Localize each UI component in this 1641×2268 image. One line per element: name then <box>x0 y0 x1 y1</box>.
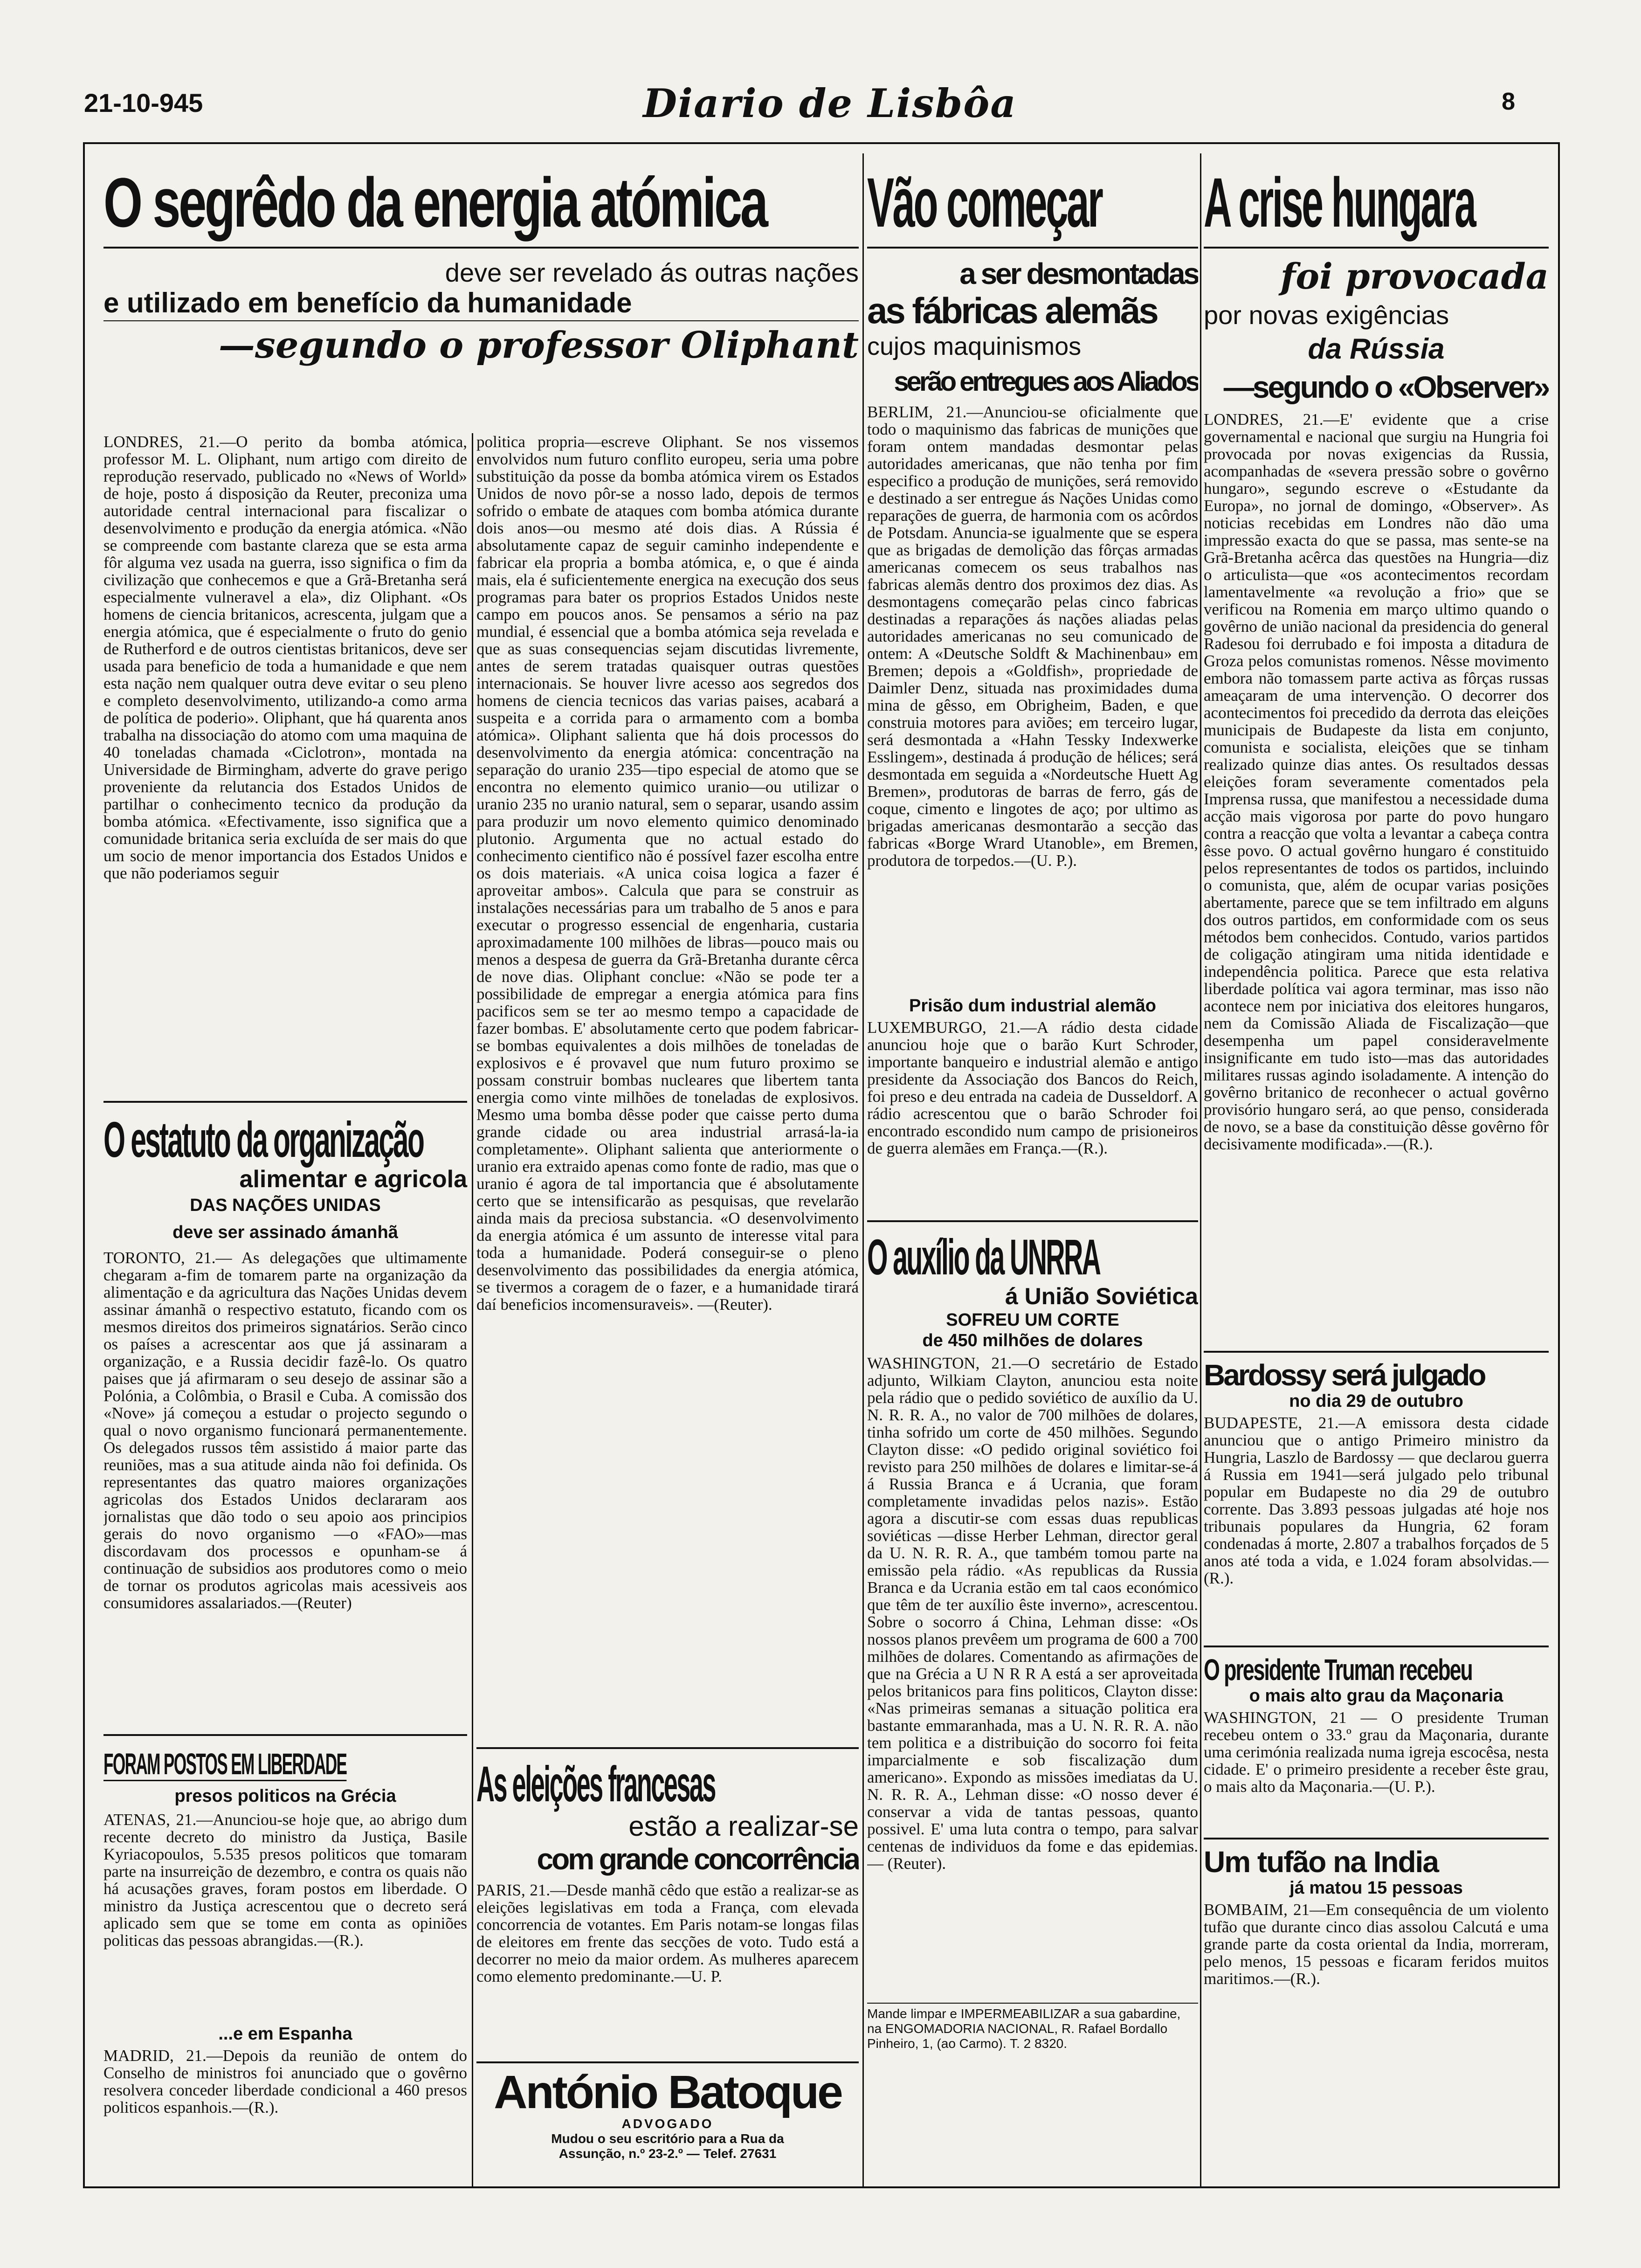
india-text: BOMBAIM, 21—Em consequência de um violento tufão que durante cinco dias assolou Calcutá e uma grande parte da costa oriental da India, morreram, pelo menos, 15 pessoas e ficaram feridos muitos maritimos.—(R.). <box>1204 1901 1549 1988</box>
germany-sub4: serão entregues aos Aliados <box>894 366 1198 397</box>
unrra-sub1: á União Soviética <box>1005 1283 1198 1309</box>
divider <box>1204 1351 1549 1353</box>
divider <box>476 2061 859 2063</box>
middle-section <box>867 144 1198 2186</box>
fao-text: TORONTO, 21.— As delegações que ultimamente chegaram a-fim de tomarem parte na organização da alimentação e da agricultura das Nações Unidas devem assinar ámanhã o respectivo estatuto, ficando com os mesmos direitos dos primeiros signatários. Serão cinco os países a acrescentar aos que já assinaram a organização, e a Russia decidir fazê-lo. Os quatro paises que já afirmaram o seu desejo de assinar são a Polónia, a Colômbia, o Brasil e Cuba. A comissão dos «Nove» já começou a estudar o projecto segundo o qual o novo organismo funcionará permanentemente. Os delegados russos têm assistido á maior parte das reuniões, mas a sua atitude ainda não foi definida. Os representantes das quatro maiores organizações agricolas dos Estados Unidos declararam aos jornalistas que dão todo o seu apoio aos principios gerais do novo organismo —o «FAO»—mas discordavam dos processos e opunham-se á continuação de subsidios aos produtores como o meio de tornar os produtos agricolas mais acessiveis aos consumidores assalariados.—(Reuter) <box>103 1249 467 1612</box>
divider <box>103 1734 467 1736</box>
issue-date: 21-10-945 <box>84 88 203 118</box>
french-headline: As eleições francesas <box>476 1756 715 1812</box>
hungary-headline: A crise hungara <box>1204 163 1475 242</box>
hungary-sub4: —segundo o «Observer» <box>1223 370 1549 404</box>
truman-text: WASHINGTON, 21 — O presidente Truman recebeu ontem o 33.º grau da Maçonaria, durante uma cerimónia realizada numa igreja escocêsa, nesta cidade. E' o primeiro presidente a receber êste grau, o mais alto da Maçonaria.—(U. P.). <box>1204 1709 1549 1796</box>
batoque-line2: Assunção, n.º 23-2.º — Telef. 27631 <box>558 2146 777 2161</box>
divider <box>1204 1646 1549 1647</box>
atomic-sub3: —segundo o professor Oliphant <box>218 324 859 366</box>
bardossy-sub1: no dia 29 de outubro <box>1289 1391 1463 1411</box>
unrra-text: WASHINGTON, 21.—O secretário de Estado adjunto, Wilkiam Clayton, anunciou esta noite pela rádio que o pedido soviético de auxílio da U. N. R. R. A., no valor de 700 milhões de dolares, tinha sofrido um corte de 450 milhões. Segundo Clayton disse: «O pedido original soviético foi revisto para 250 milhões de dolares e limitar-se-á á Russia Branca e á Ucrania, que foram completamente invadidas pelos nazis». Estão agora a discutir-se com essas duas republicas soviéticas —disse Herber Lehman, director geral da U. N. R. R. A., que também tomou parte na emissão pela rádio. «As republicas da Russia Branca e da Ucrania estão em tal caos económico que têm de ter auxílio êste inverno», acrescentou. Sobre o socorro á China, Lehman disse: «Os nossos planos prevêem um programa de 600 a 700 milhões de dolares. Comentando as afirmações de que na Grécia a U N R R A está a ser aproveitada pelos britanicos para fins politicos, Clayton disse: «Nas primeiras semanas a situação politica era bastante emmaranhada, mas a U. N. R. R. A. não tem politica e a distribuição do socorro foi feita imparcialmente e sob fiscalização dum americano». Expondo as missões imediatas da U. N. R. R. A., Lehman disse: «O nosso dever é conservar a vida de tantas pessoas, quanto possivel. E' uma luta contra o tempo, para salvar centenas de individuos da fome e das epidemias.— (Reuter). <box>867 1355 1198 1873</box>
divider <box>867 2003 1198 2004</box>
batoque-role: ADVOGADO <box>621 2116 714 2131</box>
divider <box>867 247 1198 249</box>
divider <box>103 320 859 321</box>
fao-sub2: DAS NAÇÕES UNIDAS <box>190 1196 381 1215</box>
unrra-sub2: SOFREU UM CORTE <box>946 1310 1119 1330</box>
batoque-ad <box>476 2068 859 2161</box>
germany-sub2: as fábricas alemãs <box>867 290 1157 331</box>
page-number: 8 <box>1502 88 1515 115</box>
hungary-text: LONDRES, 21.—E' evidente que a crise governamental e nacional que surgiu na Hungria foi provocada por novas exigencias da Russia, acompanhadas de «severa pressão sobre o govêrno hungaro», segundo escreve o «Estudante da Europa», no jornal de domingo, «Observer». As noticias recebidas em Londres não dão uma impressão exacta do que se passa, mas sente-se na Grã-Bretanha acêrca das questões na Hungria—diz o articulista—que «os acontecimentos recordam lamentavelmente «a revolução a frio» que se verificou na Romenia em março ultimo quando o govêrno de união nacional da presidencia do general Radesou foi derrubado e foi imposta a ditadura de Groza pelos comunistas romenos. Nêsse movimento embora não tomassem parte activa as fôrças russas ameaçaram de uma intervenção. O decorrer dos acontecimentos foi precedido da derrota das eleições municipais de Budapeste da lista em conjunto, comunista e socialista, eleições que se tinham realizado quinze dias antes. Os resultados dessas eleições foram severamente comentados pela Imprensa russa, que manifestou a necessidade duma acção mais vigorosa por parte do povo hungaro contra a reacção que volta a levantar a cabeça contra êsse povo. O actual govêrno hungaro é constituido pelos representantes de todos os partidos, incluindo o comunista, que, além de ocupar varias posições abertamente, parece que se tem infiltrado em alguns dos outros partidos, em conformidade com os seus métodos bem conhecidos. Contudo, varios partidos de coligação atingiram uma nitida identidade e independência politica. Parece que esta relativa liberdade política vai agora terminar, mas isso não acontece nem por iniciativa dos eleitores hungaros, nem da Comissão Aliada de Fiscalização—que desempenha um papel consideravelmente insignificante em tudo isto—mas das autoridades militares russas agindo isoladamente. A intenção do govêrno britanico de reconhecer o actual govêrno provisório hungaro será, ao que penso, considerada de novo, se a base da constituição dêsse govêrno fôr decisivamente modificada».—(R.). <box>1204 411 1549 1153</box>
left-section <box>103 144 859 2186</box>
column-rule <box>472 433 473 2186</box>
french-text: PARIS, 21.—Desde manhã cêdo que estão a realizar-se as eleições legislativas em toda a França, com elevada concorrencia de votantes. Em Paris notam-se longas filas de eleitores em frente das secções de voto. Tudo está a decorrer no meio da maior ordem. As mulheres aparecem como elemento predominante.—U. P. <box>476 1881 859 1985</box>
divider <box>1204 1838 1549 1839</box>
spain-text: MADRID, 21.—Depois da reunião de ontem do Conselho de ministros foi anunciado que o govêrno resolvera conceder liberdade condicional a 460 presos politicos espanhois.—(R.). <box>103 2047 467 2116</box>
germany-sub3: cujos maquinismos <box>867 332 1082 360</box>
fao-sub1: alimentar e agricola <box>239 1166 467 1193</box>
newspaper-title: Diario de Lisbôa <box>643 80 1017 126</box>
atomic-sub2: e utilizado em benefício da humanidade <box>103 287 632 318</box>
column-rule <box>862 153 864 2186</box>
india-headline: Um tufão na India <box>1204 1845 1438 1879</box>
india-sub1: já matou 15 pessoas <box>1289 1878 1463 1898</box>
french-sub2: com grande concorrência <box>537 1842 859 1876</box>
page-frame <box>83 142 1560 2188</box>
divider <box>103 1101 467 1103</box>
unrra-headline: O auxílio da UNRRA <box>867 1229 1100 1285</box>
column-rule <box>1200 153 1201 2186</box>
schroder-text: LUXEMBURGO, 21.—A rádio desta cidade anunciou hoje que o barão Kurt Schroder, importante banqueiro e industrial alemão e antigo presidente da Associação dos Bancos do Reich, foi preso e deu entrada na cadeia de Dusseldorf. A rádio acrescentou que o barão Schroder foi encontrado escondido num campo de prisioneiros de guerra alemães em França.—(R.). <box>867 1019 1198 1157</box>
divider <box>1204 247 1549 249</box>
germany-text: BERLIM, 21.—Anunciou-se oficialmente que todo o maquinismo das fabricas de munições que foram ontem mandadas desmontar pelas autoridades americanas, que não tenha por fim especifico a produção de munições, será removido e destinado a ser entregue ás Nações Unidas como reparações de guerra, de harmonia com os acôrdos de Potsdam. Anuncia-se igualmente que se espera que as brigadas de demolição das fôrças armadas americanas comecem os seus trabalhos nas fabricas alemãs dentro dos proximos dez dias. As desmontagens começarão pelas cinco fabricas destinadas a reparações ás nações aliadas pelas autoridades americanas no seu comunicado de ontem: A «Deutsche Soldft & Machinenbau» em Bremen; depois a «Goldfish», propriedade de Daimler Denz, situada nas proximidades duma mina de gêsso, em Obrigheim, Baden, e que construia motores para aviões; em terceiro lugar, será desmontada a «Hahn Tessky Indexwerke Esslingem», destinada á produção de hélices; será desmontada em seguida a «Nordeutsche Huett Ag Bremen», produtoras de barras de ferro, gás de coque, cimento e lingotes de aço; por ultimo as brigadas americanas desmontarão a secção das fabricas «Borge Wrard Utanoble», em Bremen, produtora de torpedos.—(U. P.). <box>867 403 1198 870</box>
atomic-text-2: politica propria—escreve Oliphant. Se nos vissemos envolvidos num futuro conflito europeu, seria uma pobre substituição da posse da bomba atómica virem os Estados Unidos de novo pôr-se a nosso lado, depois de termos sofrido o embate de ataques com bomba atómica durante dois anos—ou mesmo até dois dias. A Rússia é absolutamente capaz de seguir caminho independente e fabricar ela propria a bomba atómica, e, o que é ainda mais, ela é suficientemente energica na execução dos seus programas para bater os proprios Estados Unidos neste campo em poucos anos. Se pensamos a sério na paz mundial, é essencial que a bomba atómica seja revelada e que as suas consequencias sejam discutidas livremente, antes de serem tratadas quaisquer outras questões internacionais. Se houver livre acesso aos segredos dos homens de ciencia tecnicos das varias paises, acabará a suspeita e a corrida para o armamento com a bomba atómica». Oliphant salienta que há dois processos do desenvolvimento da energia atómica: concentração na separação do uranio 235—tipo especial de atomo que se encontra no elemento quimico uranio—ou utilizar o uranio 235 no uranio natural, sem o separar, usando assim para produzir um novo elemento quimico denominado plutonio. Argumenta que no actual estado do conhecimento cientifico não é possível fazer escolha entre os dois materiais. «A unica coisa logica a fazer é aproveitar ambos». Calcula que para se construir as instalações necessárias para um trabalho de 5 anos e para executar o progresso essencial de engenharia, custaria aproximadamente 100 milhões de libras—pouco mais ou menos a despesa de guerra da Grã-Bretanha durante cêrca de nove dias. Oliphant conclue: «Não se pode ter a possibilidade de empregar a energia atómica para fins pacificos sem se ter ao mesmo tempo a capacidade de fazer bombas. E' absolutamente certo que podem fabricar-se bombas equivalentes a dois milhões de toneladas de explosivos e é provavel que num futuro proximo se possam construir bombas nucleares que libertem tanta energia como vinte milhões de toneladas de explosivos. Mesmo uma bomba dêsse poder que caisse perto duma grande cidade ou area industrial arrasá-la-ia completamente». Oliphant salienta que anteriormente o uranio era extraido apenas como fonte de radio, mas que o uranio é agora de tal importancia que é absolutamente certo que se intensificarão as pesquisas, que revelarão ainda mais da preciosa substancia. «O desenvolvimento da energia atómica é um assunto de interesse vital para toda a humanidade. Poderá conseguir-se o pleno desenvolvimento das possibilidades da energia atómica, se tivermos a coragem de o fazer, e a humanidade tirará daí beneficios incomensuraveis». —(Reuter). <box>476 433 859 1314</box>
fao-sub3: deve ser assinado ámanhã <box>172 1223 398 1242</box>
engomadoria-ad: Mande limpar e IMPERMEABILIZAR a sua gabardine, na ENGOMADORIA NACIONAL, R. Rafael Bordallo Pinheiro, 1, (ao Carmo). T. 2 8320. <box>867 2006 1181 2051</box>
bardossy-text: BUDAPESTE, 21.—A emissora desta cidade anunciou que o antigo Primeiro ministro da Hungria, Laszlo de Bardossy — que declarou guerra á Russia em 1941—será julgado pelo tribunal popular em Budapeste no dia 29 de outubro corrente. Das 3.893 pessoas julgadas até hoje nos tribunais populares da Hungria, 62 foram condenadas á morte, 2.807 a trabalhos forçados de 5 anos até toda a vida, e 1.024 foram absolvidas.—(R.). <box>1204 1414 1549 1587</box>
batoque-line1: Mudou o seu escritório para a Rua da <box>551 2131 784 2146</box>
divider <box>476 1747 859 1749</box>
greece-headline: FORAM POSTOS EM LIBERDADE <box>103 1747 347 1781</box>
right-section <box>1204 144 1549 2186</box>
unrra-sub3: de 450 milhões de dolares <box>922 1331 1143 1350</box>
divider <box>867 1220 1198 1222</box>
spain-sub: ...e em Espanha <box>218 2024 352 2044</box>
germany-sub1: a ser desmontadas <box>959 257 1198 290</box>
hungary-sub2: por novas exigências <box>1204 300 1449 330</box>
atomic-sub1: deve ser revelado ás outras nações <box>445 258 859 287</box>
hungary-sub1: foi provocada <box>1280 256 1549 297</box>
atomic-col2 <box>476 433 859 2161</box>
fao-headline: O estatuto da organização <box>103 1111 424 1168</box>
truman-headline: O presidente Truman recebeu <box>1204 1653 1472 1687</box>
germany-sub5: Prisão dum industrial alemão <box>909 996 1157 1016</box>
atomic-headline: O segrêdo da energia atómica <box>103 163 766 242</box>
truman-sub1: o mais alto grau da Maçonaria <box>1249 1686 1503 1706</box>
germany-headline: Vão começar <box>867 163 1102 242</box>
greece-sub1: presos politicos na Grécia <box>174 1786 396 1806</box>
divider <box>103 247 859 249</box>
batoque-name: António Batoque <box>494 2066 841 2118</box>
masthead <box>84 80 1571 126</box>
bardossy-headline: Bardossy será julgado <box>1204 1358 1485 1392</box>
french-sub1: estão a realizar-se <box>628 1811 859 1842</box>
atomic-text-1: LONDRES, 21.—O perito da bomba atómica, professor M. L. Oliphant, num artigo com direito de reprodução reservado, publicado no «News of World» de hoje, posto á disposição da Reuter, preconiza uma autoridade central internacional para fiscalizar o desenvolvimento e produção da energia atómica. «Não se compreende com bastante clareza que se esta arma fôr alguma vez usada na guerra, isso significa o fim da civilização que conhecemos e que a Grã-Bretanha será especialmente vulneravel a ela», diz Oliphant. «Os homens de ciencia britanicos, acrescenta, julgam que a energia atómica, que é especialmente o fruto do genio de Rutherford e de outros cientistas britanicos, deve ser usada para beneficio de toda a humanidade e que nem esta nação nem qualquer outra deve evitar o seu pleno e completo desenvolvimento, utilizando-a como arma de política de poderio». Oliphant, que há quarenta anos trabalha na dissociação do atomo com uma maquina de 40 toneladas chamada «Ciclotron», montada na Universidade de Birmingham, adverte do grave perigo proveniente da relutancia dos Estados Unidos de partilhar o conhecimento tecnico da produção da bomba atómica. «Efectivamente, isso significa que a comunidade britanica seria excluída de ser mais do que um socio de menor importancia dos Estados Unidos e que não poderiamos seguir <box>103 433 467 882</box>
greece-text: ATENAS, 21.—Anunciou-se hoje que, ao abrigo dum recente decreto do ministro da Justiça, Basile Kyriacopoulos, 5.535 presos politicos que tomaram parte na insurreição de dezembro, e contra os quais não há acusações graves, foram postos em liberdade. O ministro da Justiça acrescentou que o decreto será aplicado sem que se tome em conta as opiniões politicas das pessoas abrangidas.—(R.). <box>103 1811 467 1950</box>
atomic-col1 <box>103 433 467 2164</box>
hungary-sub3: da Rússia <box>1308 333 1445 365</box>
